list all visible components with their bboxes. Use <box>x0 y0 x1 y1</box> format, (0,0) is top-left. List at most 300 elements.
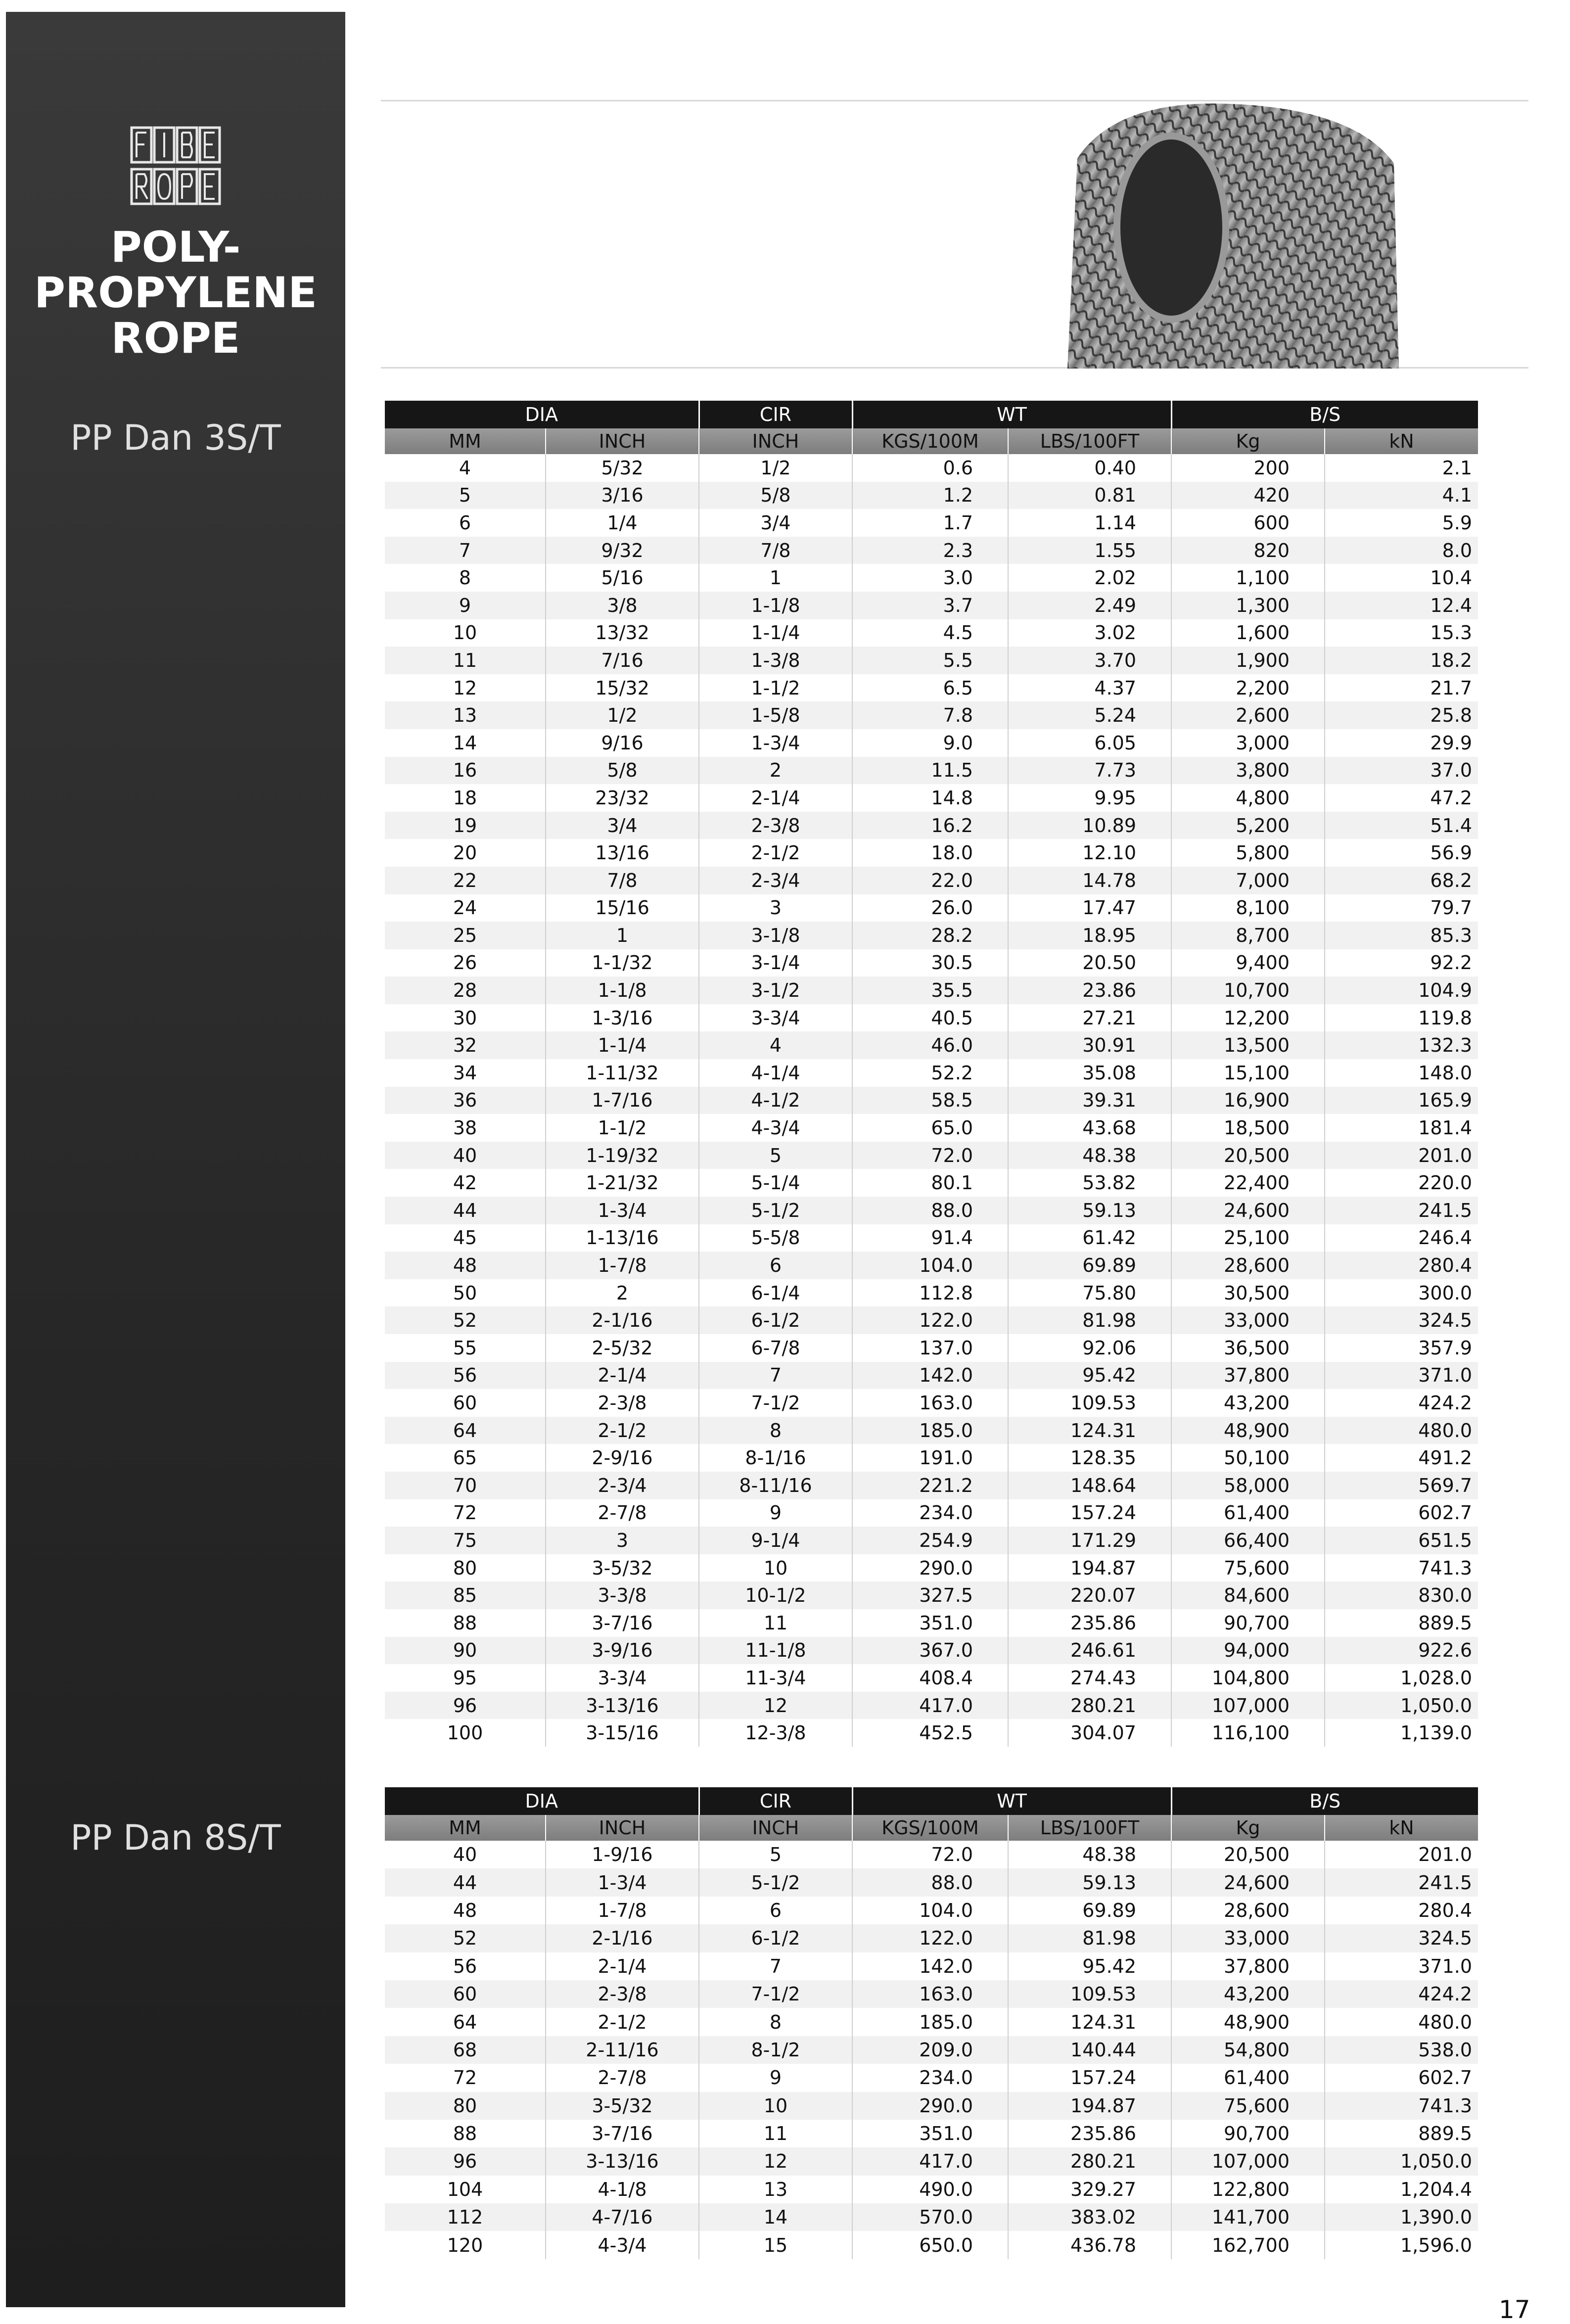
cell-mm: 40 <box>385 1142 546 1169</box>
table-row <box>385 1389 1478 1417</box>
cell-kg: 10,700 <box>1171 976 1325 1004</box>
cell-mm: 52 <box>385 1306 546 1334</box>
table-row <box>385 1472 1478 1499</box>
cell-kgs-100m: 9.0 <box>852 729 1008 757</box>
table-row <box>385 1841 1478 1868</box>
cell-dia-inch: 2-7/8 <box>546 1499 699 1527</box>
cell-kg: 4,800 <box>1171 784 1325 812</box>
cell-kn: 21.7 <box>1325 674 1478 702</box>
cell-lbs-100ft: 280.21 <box>1008 2147 1171 2175</box>
cell-mm: 6 <box>385 509 546 537</box>
cell-kgs-100m: 22.0 <box>852 867 1008 894</box>
cell-dia-inch: 1-7/16 <box>546 1087 699 1115</box>
cell-kg: 43,200 <box>1171 1980 1325 2008</box>
cell-mm: 40 <box>385 1841 546 1868</box>
cell-cir-inch: 7 <box>699 1952 852 1980</box>
cell-kgs-100m: 5.5 <box>852 647 1008 674</box>
cell-kgs-100m: 367.0 <box>852 1637 1008 1665</box>
cell-kgs-100m: 452.5 <box>852 1719 1008 1747</box>
cell-kg: 58,000 <box>1171 1472 1325 1499</box>
cell-kg: 36,500 <box>1171 1334 1325 1362</box>
cell-kn: 357.9 <box>1325 1334 1478 1362</box>
cell-lbs-100ft: 235.86 <box>1008 2120 1171 2147</box>
cell-lbs-100ft: 3.70 <box>1008 647 1171 674</box>
cell-mm: 70 <box>385 1472 546 1499</box>
cell-lbs-100ft: 53.82 <box>1008 1169 1171 1197</box>
group-dia: DIA <box>385 401 699 428</box>
cell-cir-inch: 6-7/8 <box>699 1334 852 1362</box>
table-row <box>385 1719 1478 1747</box>
table-row <box>385 1527 1478 1554</box>
cell-dia-inch: 3/8 <box>546 592 699 619</box>
cell-kgs-100m: 185.0 <box>852 2008 1008 2036</box>
cell-cir-inch: 11 <box>699 2120 852 2147</box>
cell-lbs-100ft: 14.78 <box>1008 867 1171 894</box>
cell-kn: 569.7 <box>1325 1472 1478 1499</box>
cell-kn: 51.4 <box>1325 812 1478 839</box>
cell-cir-inch: 5-1/2 <box>699 1197 852 1224</box>
col-kn: kN <box>1325 1815 1478 1841</box>
cell-mm: 52 <box>385 1924 546 1952</box>
cell-kn: 491.2 <box>1325 1444 1478 1472</box>
cell-dia-inch: 2-5/32 <box>546 1334 699 1362</box>
col-lbs-100ft: LBS/100FT <box>1008 1815 1171 1841</box>
table-row <box>385 784 1478 812</box>
cell-cir-inch: 4-3/4 <box>699 1114 852 1142</box>
cell-dia-inch: 1-3/16 <box>546 1004 699 1032</box>
cell-cir-inch: 6-1/2 <box>699 1924 852 1952</box>
cell-kn: 246.4 <box>1325 1224 1478 1252</box>
cell-lbs-100ft: 27.21 <box>1008 1004 1171 1032</box>
col-mm: MM <box>385 428 546 454</box>
cell-lbs-100ft: 12.10 <box>1008 839 1171 867</box>
cell-kn: 29.9 <box>1325 729 1478 757</box>
cell-lbs-100ft: 124.31 <box>1008 1417 1171 1444</box>
group-dia: DIA <box>385 1787 699 1815</box>
cell-kn: 119.8 <box>1325 1004 1478 1032</box>
table-row <box>385 922 1478 949</box>
cell-dia-inch: 2-1/4 <box>546 1952 699 1980</box>
cell-dia-inch: 1-19/32 <box>546 1142 699 1169</box>
table-row <box>385 1197 1478 1224</box>
table-row <box>385 1417 1478 1444</box>
cell-kg: 84,600 <box>1171 1581 1325 1609</box>
cell-mm: 7 <box>385 537 546 564</box>
table-row <box>385 619 1478 647</box>
table-row <box>385 1114 1478 1142</box>
cell-lbs-100ft: 274.43 <box>1008 1664 1171 1692</box>
cell-dia-inch: 1-13/16 <box>546 1224 699 1252</box>
cell-mm: 72 <box>385 1499 546 1527</box>
cell-cir-inch: 12-3/8 <box>699 1719 852 1747</box>
cell-mm: 19 <box>385 812 546 839</box>
cell-kn: 10.4 <box>1325 564 1478 592</box>
cell-lbs-100ft: 280.21 <box>1008 1692 1171 1720</box>
cell-lbs-100ft: 61.42 <box>1008 1224 1171 1252</box>
table-row <box>385 2036 1478 2064</box>
cell-dia-inch: 1-1/2 <box>546 1114 699 1142</box>
cell-dia-inch: 4-1/8 <box>546 2176 699 2203</box>
cell-cir-inch: 5-1/2 <box>699 1868 852 1896</box>
cell-lbs-100ft: 329.27 <box>1008 2176 1171 2203</box>
cell-kg: 66,400 <box>1171 1527 1325 1554</box>
cell-cir-inch: 2-3/8 <box>699 812 852 839</box>
cell-mm: 34 <box>385 1059 546 1087</box>
cell-mm: 75 <box>385 1527 546 1554</box>
cell-kg: 122,800 <box>1171 2176 1325 2203</box>
cell-mm: 104 <box>385 2176 546 2203</box>
cell-mm: 65 <box>385 1444 546 1472</box>
cell-kn: 165.9 <box>1325 1087 1478 1115</box>
cell-cir-inch: 9 <box>699 2064 852 2092</box>
cell-cir-inch: 7/8 <box>699 537 852 564</box>
cell-dia-inch: 2-1/16 <box>546 1924 699 1952</box>
cell-kg: 33,000 <box>1171 1306 1325 1334</box>
cell-mm: 26 <box>385 949 546 977</box>
cell-cir-inch: 1-5/8 <box>699 701 852 729</box>
cell-kn: 1,050.0 <box>1325 1692 1478 1720</box>
group-wt: WT <box>852 1787 1171 1815</box>
rope-coil-image <box>1058 99 1404 369</box>
cell-dia-inch: 1-3/4 <box>546 1868 699 1896</box>
cell-kg: 8,100 <box>1171 894 1325 922</box>
cell-lbs-100ft: 43.68 <box>1008 1114 1171 1142</box>
table-row <box>385 1664 1478 1692</box>
table-row <box>385 1692 1478 1720</box>
cell-mm: 13 <box>385 701 546 729</box>
brand-title-line-2: PROPYLENE <box>34 268 317 318</box>
brand-title <box>6 225 345 361</box>
cell-lbs-100ft: 81.98 <box>1008 1924 1171 1952</box>
cell-cir-inch: 5 <box>699 1142 852 1169</box>
cell-dia-inch: 5/16 <box>546 564 699 592</box>
cell-lbs-100ft: 171.29 <box>1008 1527 1171 1554</box>
cell-mm: 9 <box>385 592 546 619</box>
cell-kgs-100m: 221.2 <box>852 1472 1008 1499</box>
cell-lbs-100ft: 9.95 <box>1008 784 1171 812</box>
table-row <box>385 1279 1478 1307</box>
cell-kgs-100m: 408.4 <box>852 1664 1008 1692</box>
cell-kg: 141,700 <box>1171 2203 1325 2231</box>
cell-mm: 30 <box>385 1004 546 1032</box>
group-cir: CIR <box>699 1787 852 1815</box>
cell-kg: 25,100 <box>1171 1224 1325 1252</box>
cell-kn: 1,028.0 <box>1325 1664 1478 1692</box>
cell-mm: 120 <box>385 2231 546 2259</box>
cell-lbs-100ft: 48.38 <box>1008 1841 1171 1868</box>
cell-kn: 241.5 <box>1325 1868 1478 1896</box>
cell-lbs-100ft: 157.24 <box>1008 2064 1171 2092</box>
cell-mm: 90 <box>385 1637 546 1665</box>
cell-cir-inch: 2-1/2 <box>699 839 852 867</box>
cell-kg: 12,200 <box>1171 1004 1325 1032</box>
cell-lbs-100ft: 81.98 <box>1008 1306 1171 1334</box>
cell-dia-inch: 2-1/2 <box>546 1417 699 1444</box>
cell-lbs-100ft: 194.87 <box>1008 1554 1171 1582</box>
cell-lbs-100ft: 383.02 <box>1008 2203 1171 2231</box>
cell-dia-inch: 4-7/16 <box>546 2203 699 2231</box>
cell-cir-inch: 11-1/8 <box>699 1637 852 1665</box>
table-row <box>385 1334 1478 1362</box>
cell-dia-inch: 2-11/16 <box>546 2036 699 2064</box>
cell-kg: 94,000 <box>1171 1637 1325 1665</box>
table-row <box>385 2231 1478 2259</box>
cell-lbs-100ft: 48.38 <box>1008 1142 1171 1169</box>
cell-mm: 36 <box>385 1087 546 1115</box>
cell-cir-inch: 1 <box>699 564 852 592</box>
cell-kg: 107,000 <box>1171 1692 1325 1720</box>
col-kn: kN <box>1325 428 1478 454</box>
cell-lbs-100ft: 20.50 <box>1008 949 1171 977</box>
cell-kgs-100m: 11.5 <box>852 757 1008 785</box>
cell-lbs-100ft: 109.53 <box>1008 1389 1171 1417</box>
cell-cir-inch: 3/4 <box>699 509 852 537</box>
cell-kn: 538.0 <box>1325 2036 1478 2064</box>
cell-cir-inch: 9-1/4 <box>699 1527 852 1554</box>
cell-dia-inch: 1-1/4 <box>546 1031 699 1059</box>
cell-kg: 20,500 <box>1171 1142 1325 1169</box>
cell-kg: 1,900 <box>1171 647 1325 674</box>
cell-dia-inch: 3-5/32 <box>546 1554 699 1582</box>
cell-cir-inch: 2-1/4 <box>699 784 852 812</box>
cell-lbs-100ft: 69.89 <box>1008 1897 1171 1924</box>
cell-kg: 15,100 <box>1171 1059 1325 1087</box>
cell-lbs-100ft: 1.55 <box>1008 537 1171 564</box>
cell-kgs-100m: 191.0 <box>852 1444 1008 1472</box>
cell-kn: 85.3 <box>1325 922 1478 949</box>
cell-lbs-100ft: 59.13 <box>1008 1868 1171 1896</box>
cell-kg: 820 <box>1171 537 1325 564</box>
table-row <box>385 894 1478 922</box>
table-row <box>385 2120 1478 2147</box>
cell-lbs-100ft: 92.06 <box>1008 1334 1171 1362</box>
cell-lbs-100ft: 194.87 <box>1008 2092 1171 2120</box>
cell-dia-inch: 15/16 <box>546 894 699 922</box>
cell-cir-inch: 1-1/4 <box>699 619 852 647</box>
cell-kgs-100m: 104.0 <box>852 1252 1008 1279</box>
table-row <box>385 674 1478 702</box>
cell-kn: 889.5 <box>1325 2120 1478 2147</box>
group-bs: B/S <box>1171 401 1478 428</box>
cell-lbs-100ft: 140.44 <box>1008 2036 1171 2064</box>
cell-kgs-100m: 26.0 <box>852 894 1008 922</box>
cell-kg: 1,100 <box>1171 564 1325 592</box>
cell-kgs-100m: 6.5 <box>852 674 1008 702</box>
cell-kg: 24,600 <box>1171 1868 1325 1896</box>
cell-kn: 480.0 <box>1325 1417 1478 1444</box>
cell-mm: 44 <box>385 1197 546 1224</box>
group-wt: WT <box>852 401 1171 428</box>
cell-kg: 200 <box>1171 454 1325 482</box>
cell-mm: 28 <box>385 976 546 1004</box>
cell-dia-inch: 7/16 <box>546 647 699 674</box>
table-row <box>385 1306 1478 1334</box>
cell-kg: 18,500 <box>1171 1114 1325 1142</box>
cell-lbs-100ft: 2.49 <box>1008 592 1171 619</box>
cell-kgs-100m: 104.0 <box>852 1897 1008 1924</box>
cell-kn: 132.3 <box>1325 1031 1478 1059</box>
cell-mm: 80 <box>385 1554 546 1582</box>
cell-kg: 90,700 <box>1171 2120 1325 2147</box>
cell-dia-inch: 3-13/16 <box>546 2147 699 2175</box>
cell-kgs-100m: 35.5 <box>852 976 1008 1004</box>
cell-kg: 1,600 <box>1171 619 1325 647</box>
cell-lbs-100ft: 18.95 <box>1008 922 1171 949</box>
cell-lbs-100ft: 39.31 <box>1008 1087 1171 1115</box>
cell-mm: 50 <box>385 1279 546 1307</box>
cell-kgs-100m: 570.0 <box>852 2203 1008 2231</box>
cell-kgs-100m: 7.8 <box>852 701 1008 729</box>
cell-cir-inch: 5-1/4 <box>699 1169 852 1197</box>
cell-kn: 424.2 <box>1325 1389 1478 1417</box>
col-cir-inch: INCH <box>699 1815 852 1841</box>
cell-mm: 20 <box>385 839 546 867</box>
cell-kg: 9,400 <box>1171 949 1325 977</box>
table-row <box>385 1637 1478 1665</box>
cell-mm: 64 <box>385 2008 546 2036</box>
cell-cir-inch: 8-1/2 <box>699 2036 852 2064</box>
table-row <box>385 839 1478 867</box>
table-row <box>385 976 1478 1004</box>
cell-mm: 22 <box>385 867 546 894</box>
cell-kn: 37.0 <box>1325 757 1478 785</box>
cell-cir-inch: 8 <box>699 2008 852 2036</box>
cell-mm: 55 <box>385 1334 546 1362</box>
table-row <box>385 1224 1478 1252</box>
cell-kn: 830.0 <box>1325 1581 1478 1609</box>
cell-kg: 2,200 <box>1171 674 1325 702</box>
table-row <box>385 701 1478 729</box>
cell-kgs-100m: 327.5 <box>852 1581 1008 1609</box>
cell-kn: 300.0 <box>1325 1279 1478 1307</box>
cell-cir-inch: 4-1/2 <box>699 1087 852 1115</box>
product-label-8st: PP Dan 8S/T <box>70 1817 281 1858</box>
table-row <box>385 1031 1478 1059</box>
cell-kn: 8.0 <box>1325 537 1478 564</box>
spec-table-8st <box>385 1787 1478 2259</box>
cell-kn: 280.4 <box>1325 1897 1478 1924</box>
cell-cir-inch: 12 <box>699 2147 852 2175</box>
table-row <box>385 2147 1478 2175</box>
cell-kgs-100m: 417.0 <box>852 1692 1008 1720</box>
col-mm: MM <box>385 1815 546 1841</box>
product-label-3st: PP Dan 3S/T <box>70 418 281 458</box>
cell-cir-inch: 6-1/2 <box>699 1306 852 1334</box>
cell-kn: 148.0 <box>1325 1059 1478 1087</box>
cell-cir-inch: 4-1/4 <box>699 1059 852 1087</box>
cell-kg: 16,900 <box>1171 1087 1325 1115</box>
cell-cir-inch: 10 <box>699 2092 852 2120</box>
cell-kn: 104.9 <box>1325 976 1478 1004</box>
cell-kg: 33,000 <box>1171 1924 1325 1952</box>
cell-kn: 1,596.0 <box>1325 2231 1478 2259</box>
cell-cir-inch: 15 <box>699 2231 852 2259</box>
cell-kn: 1,050.0 <box>1325 2147 1478 2175</box>
cell-kg: 90,700 <box>1171 1609 1325 1637</box>
cell-lbs-100ft: 109.53 <box>1008 1980 1171 2008</box>
cell-dia-inch: 3-7/16 <box>546 2120 699 2147</box>
cell-kgs-100m: 163.0 <box>852 1980 1008 2008</box>
cell-mm: 56 <box>385 1952 546 1980</box>
cell-kn: 602.7 <box>1325 1499 1478 1527</box>
cell-kg: 3,800 <box>1171 757 1325 785</box>
cell-kn: 1,204.4 <box>1325 2176 1478 2203</box>
cell-kg: 75,600 <box>1171 1554 1325 1582</box>
cell-kn: 371.0 <box>1325 1952 1478 1980</box>
cell-cir-inch: 1-1/2 <box>699 674 852 702</box>
cell-dia-inch: 3-13/16 <box>546 1692 699 1720</box>
table-row <box>385 592 1478 619</box>
table-row <box>385 1252 1478 1279</box>
cell-mm: 96 <box>385 1692 546 1720</box>
table-row <box>385 2176 1478 2203</box>
cell-dia-inch: 3-3/8 <box>546 1581 699 1609</box>
cell-lbs-100ft: 235.86 <box>1008 1609 1171 1637</box>
cell-cir-inch: 6 <box>699 1252 852 1279</box>
col-kg: Kg <box>1171 428 1325 454</box>
cell-dia-inch: 1-21/32 <box>546 1169 699 1197</box>
cell-lbs-100ft: 95.42 <box>1008 1952 1171 1980</box>
cell-dia-inch: 3-15/16 <box>546 1719 699 1747</box>
cell-lbs-100ft: 148.64 <box>1008 1472 1171 1499</box>
cell-kgs-100m: 209.0 <box>852 2036 1008 2064</box>
cell-lbs-100ft: 95.42 <box>1008 1362 1171 1390</box>
cell-kgs-100m: 16.2 <box>852 812 1008 839</box>
table-row <box>385 1609 1478 1637</box>
cell-kg: 1,300 <box>1171 592 1325 619</box>
cell-kg: 2,600 <box>1171 701 1325 729</box>
table-row <box>385 564 1478 592</box>
cell-kn: 220.0 <box>1325 1169 1478 1197</box>
cell-kgs-100m: 28.2 <box>852 922 1008 949</box>
cell-cir-inch: 10 <box>699 1554 852 1582</box>
cell-kn: 741.3 <box>1325 2092 1478 2120</box>
group-cir: CIR <box>699 401 852 428</box>
cell-cir-inch: 7-1/2 <box>699 1389 852 1417</box>
cell-cir-inch: 3 <box>699 894 852 922</box>
cell-dia-inch: 2-1/4 <box>546 1362 699 1390</box>
cell-kgs-100m: 46.0 <box>852 1031 1008 1059</box>
cell-kn: 18.2 <box>1325 647 1478 674</box>
table-row <box>385 729 1478 757</box>
fiber-rope-logo <box>129 125 223 209</box>
cell-kgs-100m: 58.5 <box>852 1087 1008 1115</box>
cell-kn: 480.0 <box>1325 2008 1478 2036</box>
cell-kgs-100m: 234.0 <box>852 2064 1008 2092</box>
cell-kgs-100m: 2.3 <box>852 537 1008 564</box>
cell-mm: 25 <box>385 922 546 949</box>
table-row <box>385 1897 1478 1924</box>
cell-mm: 88 <box>385 2120 546 2147</box>
cell-kn: 201.0 <box>1325 1142 1478 1169</box>
cell-kg: 420 <box>1171 482 1325 510</box>
cell-cir-inch: 7 <box>699 1362 852 1390</box>
cell-mm: 85 <box>385 1581 546 1609</box>
brand-title-line-1: POLY- <box>110 223 241 272</box>
cell-kgs-100m: 91.4 <box>852 1224 1008 1252</box>
col-kgs-100m: KGS/100M <box>852 428 1008 454</box>
cell-lbs-100ft: 5.24 <box>1008 701 1171 729</box>
cell-kg: 43,200 <box>1171 1389 1325 1417</box>
cell-kg: 107,000 <box>1171 2147 1325 2175</box>
cell-kn: 280.4 <box>1325 1252 1478 1279</box>
cell-mm: 10 <box>385 619 546 647</box>
cell-lbs-100ft: 436.78 <box>1008 2231 1171 2259</box>
cell-kn: 2.1 <box>1325 454 1478 482</box>
cell-dia-inch: 9/32 <box>546 537 699 564</box>
cell-kgs-100m: 142.0 <box>852 1362 1008 1390</box>
cell-kgs-100m: 65.0 <box>852 1114 1008 1142</box>
